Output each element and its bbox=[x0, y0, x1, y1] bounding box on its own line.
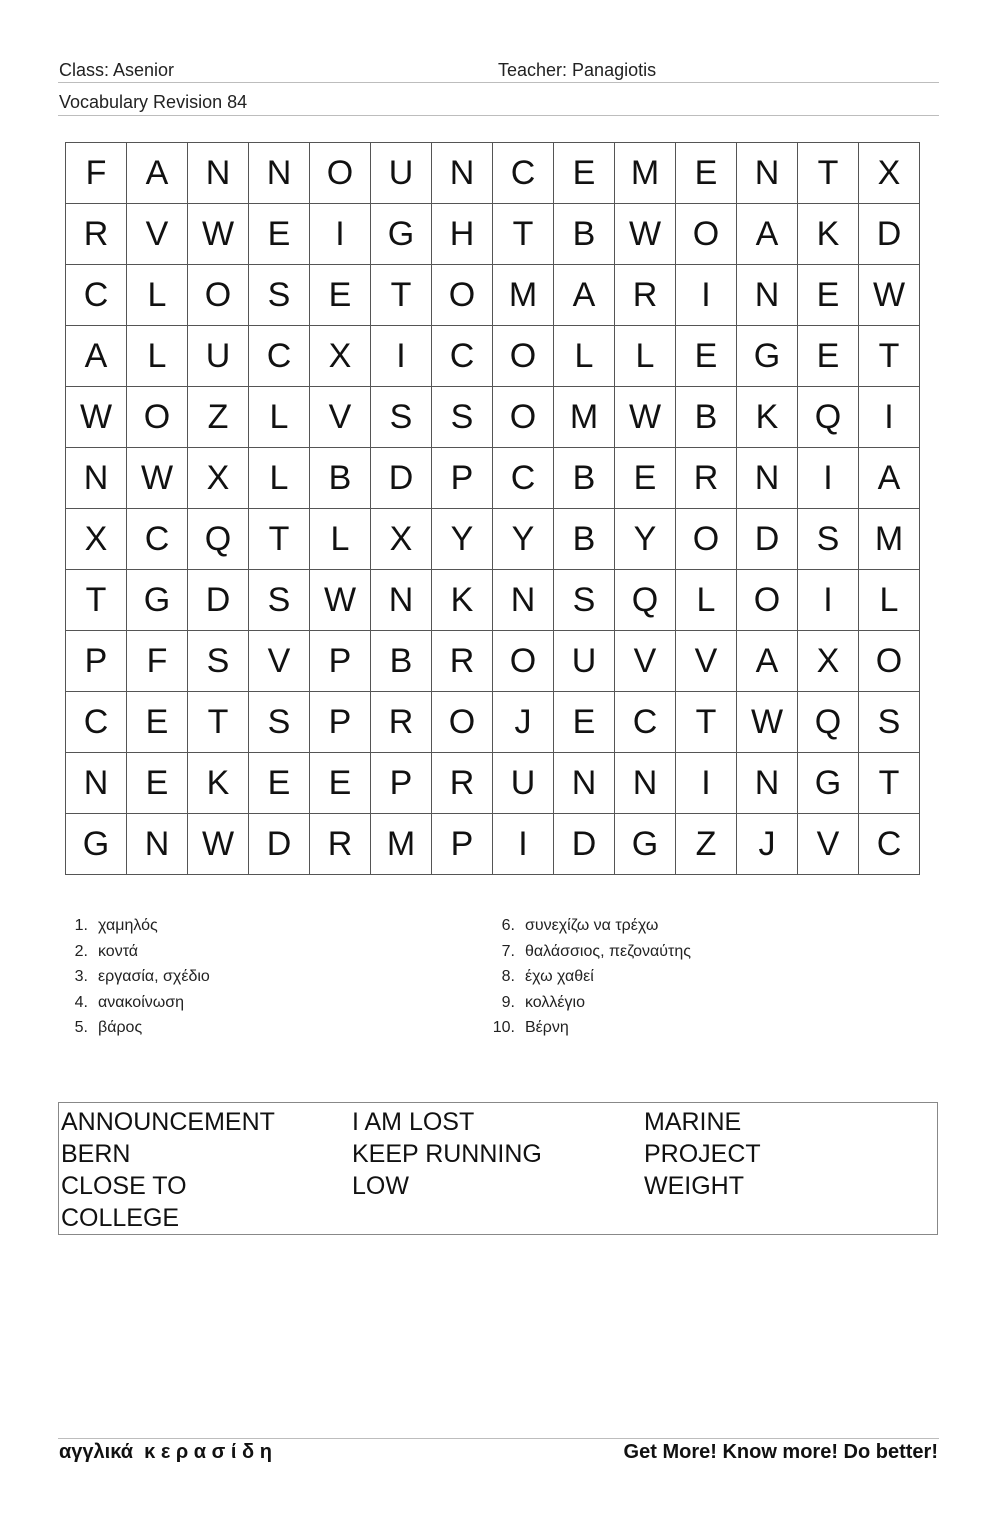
grid-cell[interactable]: L bbox=[127, 326, 188, 387]
grid-cell[interactable]: D bbox=[859, 204, 920, 265]
grid-cell[interactable]: Y bbox=[615, 509, 676, 570]
grid-cell[interactable]: Q bbox=[615, 570, 676, 631]
grid-cell[interactable]: D bbox=[371, 448, 432, 509]
grid-row bbox=[66, 204, 920, 265]
grid-cell[interactable]: N bbox=[737, 265, 798, 326]
grid-cell[interactable]: N bbox=[432, 143, 493, 204]
grid-cell[interactable]: A bbox=[737, 204, 798, 265]
grid-cell[interactable]: P bbox=[432, 448, 493, 509]
grid-cell[interactable]: S bbox=[859, 692, 920, 753]
grid-cell[interactable]: E bbox=[554, 692, 615, 753]
grid-cell[interactable]: C bbox=[859, 814, 920, 875]
grid-cell[interactable]: B bbox=[676, 387, 737, 448]
clue-text: έχω χαθεί bbox=[525, 968, 594, 985]
grid-cell[interactable]: S bbox=[554, 570, 615, 631]
clue-item bbox=[60, 913, 210, 939]
grid-cell[interactable]: N bbox=[615, 753, 676, 814]
grid-cell[interactable]: I bbox=[371, 326, 432, 387]
teacher-label: Teacher: Panagiotis bbox=[498, 60, 657, 80]
grid-cell[interactable]: E bbox=[310, 265, 371, 326]
clue-item bbox=[60, 990, 210, 1016]
grid-cell[interactable]: O bbox=[432, 692, 493, 753]
clue-text: κολλέγιο bbox=[525, 993, 585, 1011]
grid-cell[interactable]: R bbox=[432, 753, 493, 814]
grid-cell[interactable]: E bbox=[615, 448, 676, 509]
word-bank-item: BERN bbox=[61, 1140, 131, 1168]
grid-cell[interactable]: N bbox=[188, 143, 249, 204]
clue-text: χαμηλός bbox=[98, 917, 158, 934]
clue-number: 2. bbox=[74, 942, 88, 960]
footer-slogan: Get More! Know more! Do better! bbox=[623, 1441, 938, 1463]
grid-cell[interactable]: T bbox=[859, 753, 920, 814]
grid-cell[interactable]: S bbox=[798, 509, 859, 570]
grid-cell[interactable]: M bbox=[371, 814, 432, 875]
grid-cell[interactable]: T bbox=[66, 570, 127, 631]
grid-cell[interactable]: W bbox=[66, 387, 127, 448]
word-bank-item: CLOSE TO bbox=[61, 1172, 187, 1200]
grid-cell[interactable]: T bbox=[188, 692, 249, 753]
grid-cell[interactable]: V bbox=[127, 204, 188, 265]
grid-cell[interactable]: G bbox=[798, 753, 859, 814]
grid-cell[interactable]: N bbox=[737, 753, 798, 814]
word-bank-column-3 bbox=[644, 1106, 761, 1202]
grid-cell[interactable]: Y bbox=[493, 509, 554, 570]
grid-cell[interactable]: E bbox=[798, 265, 859, 326]
grid-cell[interactable]: O bbox=[676, 509, 737, 570]
grid-cell[interactable]: L bbox=[127, 265, 188, 326]
grid-cell[interactable]: Q bbox=[798, 387, 859, 448]
grid-cell[interactable]: L bbox=[676, 570, 737, 631]
grid-cell[interactable]: L bbox=[615, 326, 676, 387]
grid-cell[interactable]: E bbox=[676, 326, 737, 387]
grid-cell[interactable]: N bbox=[493, 570, 554, 631]
grid-cell[interactable]: T bbox=[249, 509, 310, 570]
grid-cell[interactable]: S bbox=[188, 631, 249, 692]
grid-cell[interactable]: M bbox=[554, 387, 615, 448]
grid-cell[interactable]: I bbox=[310, 204, 371, 265]
grid-cell[interactable]: A bbox=[859, 448, 920, 509]
grid-cell[interactable]: F bbox=[127, 631, 188, 692]
grid-cell[interactable]: M bbox=[493, 265, 554, 326]
grid-cell[interactable]: T bbox=[676, 692, 737, 753]
clue-number: 5. bbox=[74, 1019, 88, 1036]
word-bank-item: COLLEGE bbox=[61, 1204, 180, 1232]
grid-cell[interactable]: E bbox=[127, 753, 188, 814]
grid-cell[interactable]: O bbox=[432, 265, 493, 326]
grid-cell[interactable]: W bbox=[859, 265, 920, 326]
grid-cell[interactable]: K bbox=[432, 570, 493, 631]
grid-cell[interactable]: C bbox=[127, 509, 188, 570]
grid-cell[interactable]: S bbox=[249, 570, 310, 631]
grid-cell[interactable]: J bbox=[737, 814, 798, 875]
clue-number: 4. bbox=[74, 993, 88, 1011]
grid-cell[interactable]: V bbox=[615, 631, 676, 692]
word-bank-item: KEEP RUNNING bbox=[352, 1140, 542, 1168]
grid-cell[interactable]: M bbox=[859, 509, 920, 570]
clue-item bbox=[60, 964, 210, 990]
grid-cell[interactable]: P bbox=[432, 814, 493, 875]
class-label: Class: Asenior bbox=[59, 60, 175, 80]
grid-cell[interactable]: C bbox=[493, 143, 554, 204]
grid-cell[interactable]: D bbox=[737, 509, 798, 570]
grid-cell[interactable]: W bbox=[737, 692, 798, 753]
grid-cell[interactable]: P bbox=[310, 692, 371, 753]
grid-cell[interactable]: Y bbox=[432, 509, 493, 570]
word-bank-item: I AM LOST bbox=[352, 1108, 475, 1136]
grid-cell[interactable]: I bbox=[493, 814, 554, 875]
clue-item bbox=[60, 939, 210, 965]
clue-item bbox=[487, 1015, 691, 1041]
grid-row bbox=[66, 448, 920, 509]
grid-row bbox=[66, 143, 920, 204]
grid-cell[interactable]: A bbox=[66, 326, 127, 387]
grid-cell[interactable]: K bbox=[798, 204, 859, 265]
grid-cell[interactable]: B bbox=[554, 448, 615, 509]
grid-cell[interactable]: U bbox=[493, 753, 554, 814]
grid-cell[interactable]: W bbox=[310, 570, 371, 631]
clue-text: εργασία, σχέδιο bbox=[98, 968, 210, 985]
grid-cell[interactable]: X bbox=[371, 509, 432, 570]
grid-cell[interactable]: B bbox=[310, 448, 371, 509]
grid-cell[interactable]: B bbox=[371, 631, 432, 692]
word-search-grid bbox=[65, 142, 920, 875]
grid-cell[interactable]: C bbox=[66, 692, 127, 753]
grid-cell[interactable]: X bbox=[188, 448, 249, 509]
clue-number: 7. bbox=[501, 942, 515, 960]
grid-cell[interactable]: L bbox=[249, 448, 310, 509]
grid-cell[interactable]: N bbox=[737, 448, 798, 509]
grid-cell[interactable]: E bbox=[249, 753, 310, 814]
grid-cell[interactable]: Z bbox=[676, 814, 737, 875]
header-divider bbox=[58, 82, 939, 83]
clue-number: 6. bbox=[501, 917, 515, 934]
grid-cell[interactable]: N bbox=[66, 448, 127, 509]
grid-cell[interactable]: U bbox=[188, 326, 249, 387]
clue-item bbox=[487, 913, 691, 939]
grid-cell[interactable]: S bbox=[432, 387, 493, 448]
grid-cell[interactable]: T bbox=[859, 326, 920, 387]
grid-cell[interactable]: X bbox=[859, 143, 920, 204]
clue-number: 3. bbox=[74, 968, 88, 985]
word-bank-item: ANNOUNCEMENT bbox=[61, 1108, 275, 1136]
grid-cell[interactable]: E bbox=[127, 692, 188, 753]
grid-cell[interactable]: X bbox=[310, 326, 371, 387]
grid-cell[interactable]: H bbox=[432, 204, 493, 265]
clue-list-left bbox=[60, 913, 210, 1041]
clue-text: Βέρνη bbox=[525, 1019, 569, 1036]
grid-cell[interactable]: O bbox=[676, 204, 737, 265]
grid-cell[interactable]: W bbox=[127, 448, 188, 509]
grid-cell[interactable]: E bbox=[798, 326, 859, 387]
grid-cell[interactable]: R bbox=[66, 204, 127, 265]
grid-cell[interactable]: E bbox=[554, 143, 615, 204]
title-divider bbox=[58, 115, 939, 116]
grid-cell[interactable]: M bbox=[615, 143, 676, 204]
grid-cell[interactable]: S bbox=[371, 387, 432, 448]
word-bank-item: LOW bbox=[352, 1172, 409, 1200]
grid-cell[interactable]: O bbox=[493, 326, 554, 387]
grid-cell[interactable]: J bbox=[493, 692, 554, 753]
grid-cell[interactable]: I bbox=[798, 448, 859, 509]
grid-cell[interactable]: O bbox=[127, 387, 188, 448]
grid-cell[interactable]: I bbox=[859, 387, 920, 448]
grid-cell[interactable]: N bbox=[554, 753, 615, 814]
worksheet-title: Vocabulary Revision 84 bbox=[59, 92, 248, 112]
grid-row bbox=[66, 326, 920, 387]
grid-cell[interactable]: B bbox=[554, 509, 615, 570]
footer-divider bbox=[58, 1438, 939, 1439]
grid-cell[interactable]: V bbox=[249, 631, 310, 692]
grid-cell[interactable]: G bbox=[66, 814, 127, 875]
grid-cell[interactable]: O bbox=[859, 631, 920, 692]
grid-cell[interactable]: L bbox=[310, 509, 371, 570]
clue-number: 9. bbox=[501, 993, 515, 1011]
grid-cell[interactable]: L bbox=[554, 326, 615, 387]
grid-row bbox=[66, 814, 920, 875]
clue-item bbox=[487, 939, 691, 965]
word-bank-item: MARINE bbox=[644, 1108, 742, 1136]
grid-cell[interactable]: D bbox=[554, 814, 615, 875]
grid-cell[interactable]: A bbox=[737, 631, 798, 692]
grid-cell[interactable]: G bbox=[127, 570, 188, 631]
grid-cell[interactable]: U bbox=[371, 143, 432, 204]
grid-cell[interactable]: O bbox=[188, 265, 249, 326]
clue-list-right bbox=[487, 913, 691, 1041]
grid-cell[interactable]: T bbox=[371, 265, 432, 326]
grid-cell[interactable]: O bbox=[737, 570, 798, 631]
grid-row bbox=[66, 692, 920, 753]
grid-cell[interactable]: L bbox=[859, 570, 920, 631]
word-bank-item: PROJECT bbox=[644, 1140, 761, 1168]
grid-cell[interactable]: V bbox=[798, 814, 859, 875]
grid-cell[interactable]: U bbox=[554, 631, 615, 692]
grid-cell[interactable]: C bbox=[493, 448, 554, 509]
clue-text: ανακοίνωση bbox=[98, 993, 185, 1011]
grid-cell[interactable]: T bbox=[493, 204, 554, 265]
clue-number: 1. bbox=[74, 917, 88, 934]
grid-cell[interactable]: R bbox=[371, 692, 432, 753]
grid-cell[interactable]: I bbox=[798, 570, 859, 631]
grid-cell[interactable]: I bbox=[676, 753, 737, 814]
grid-cell[interactable]: O bbox=[310, 143, 371, 204]
grid-cell[interactable]: E bbox=[310, 753, 371, 814]
word-bank-column-2 bbox=[352, 1106, 542, 1202]
grid-cell[interactable]: W bbox=[615, 204, 676, 265]
clue-text: κοντά bbox=[98, 942, 139, 960]
grid-cell[interactable]: O bbox=[493, 631, 554, 692]
grid-cell[interactable]: E bbox=[676, 143, 737, 204]
grid-cell[interactable]: R bbox=[310, 814, 371, 875]
grid-row bbox=[66, 631, 920, 692]
grid-row bbox=[66, 265, 920, 326]
grid-cell[interactable]: R bbox=[615, 265, 676, 326]
clue-item bbox=[60, 1015, 210, 1041]
grid-cell[interactable]: C bbox=[249, 326, 310, 387]
grid-cell[interactable]: F bbox=[66, 143, 127, 204]
grid-cell[interactable]: R bbox=[676, 448, 737, 509]
grid-cell[interactable]: W bbox=[188, 204, 249, 265]
grid-cell[interactable]: W bbox=[615, 387, 676, 448]
word-bank bbox=[58, 1102, 938, 1235]
grid-cell[interactable]: A bbox=[554, 265, 615, 326]
grid-cell[interactable]: I bbox=[676, 265, 737, 326]
grid-cell[interactable]: W bbox=[188, 814, 249, 875]
clue-text: βάρος bbox=[98, 1019, 143, 1036]
grid-cell[interactable]: N bbox=[127, 814, 188, 875]
grid-row bbox=[66, 753, 920, 814]
clue-item bbox=[487, 964, 691, 990]
clue-text: θαλάσσιος, πεζοναύτης bbox=[525, 942, 691, 960]
grid-row bbox=[66, 570, 920, 631]
clue-item bbox=[487, 990, 691, 1016]
grid-cell[interactable]: O bbox=[493, 387, 554, 448]
grid-cell[interactable]: E bbox=[249, 204, 310, 265]
grid-cell[interactable]: V bbox=[676, 631, 737, 692]
grid-cell[interactable]: X bbox=[66, 509, 127, 570]
clue-number: 10. bbox=[492, 1019, 515, 1036]
grid-cell[interactable]: C bbox=[615, 692, 676, 753]
clue-text: συνεχίζω να τρέχω bbox=[525, 917, 659, 934]
grid-cell[interactable]: N bbox=[737, 143, 798, 204]
word-bank-column-1 bbox=[61, 1106, 275, 1234]
grid-cell[interactable]: N bbox=[66, 753, 127, 814]
grid-cell[interactable]: T bbox=[798, 143, 859, 204]
grid-cell[interactable]: L bbox=[249, 387, 310, 448]
grid-cell[interactable]: C bbox=[432, 326, 493, 387]
grid-cell[interactable]: Z bbox=[188, 387, 249, 448]
grid-cell[interactable]: X bbox=[798, 631, 859, 692]
grid-cell[interactable]: D bbox=[188, 570, 249, 631]
grid-cell[interactable]: S bbox=[249, 692, 310, 753]
footer-brand: αγγλικά κ ε ρ α σ ί δ η bbox=[59, 1441, 272, 1463]
grid-cell[interactable]: K bbox=[737, 387, 798, 448]
grid-cell[interactable]: N bbox=[249, 143, 310, 204]
grid-cell[interactable]: C bbox=[66, 265, 127, 326]
grid-cell[interactable]: B bbox=[554, 204, 615, 265]
grid-cell[interactable]: S bbox=[249, 265, 310, 326]
grid-cell[interactable]: Q bbox=[188, 509, 249, 570]
grid-cell[interactable]: P bbox=[66, 631, 127, 692]
grid-cell[interactable]: P bbox=[371, 753, 432, 814]
clue-number: 8. bbox=[501, 968, 515, 985]
grid-row bbox=[66, 387, 920, 448]
grid-row bbox=[66, 509, 920, 570]
grid-cell[interactable]: P bbox=[310, 631, 371, 692]
grid-cell[interactable]: R bbox=[432, 631, 493, 692]
grid-cell[interactable]: Q bbox=[798, 692, 859, 753]
grid-cell[interactable]: A bbox=[127, 143, 188, 204]
grid-cell[interactable]: K bbox=[188, 753, 249, 814]
grid-cell[interactable]: D bbox=[249, 814, 310, 875]
grid-cell[interactable]: G bbox=[371, 204, 432, 265]
grid-cell[interactable]: G bbox=[737, 326, 798, 387]
word-bank-item: WEIGHT bbox=[644, 1172, 744, 1200]
grid-cell[interactable]: V bbox=[310, 387, 371, 448]
grid-cell[interactable]: G bbox=[615, 814, 676, 875]
grid-cell[interactable]: N bbox=[371, 570, 432, 631]
